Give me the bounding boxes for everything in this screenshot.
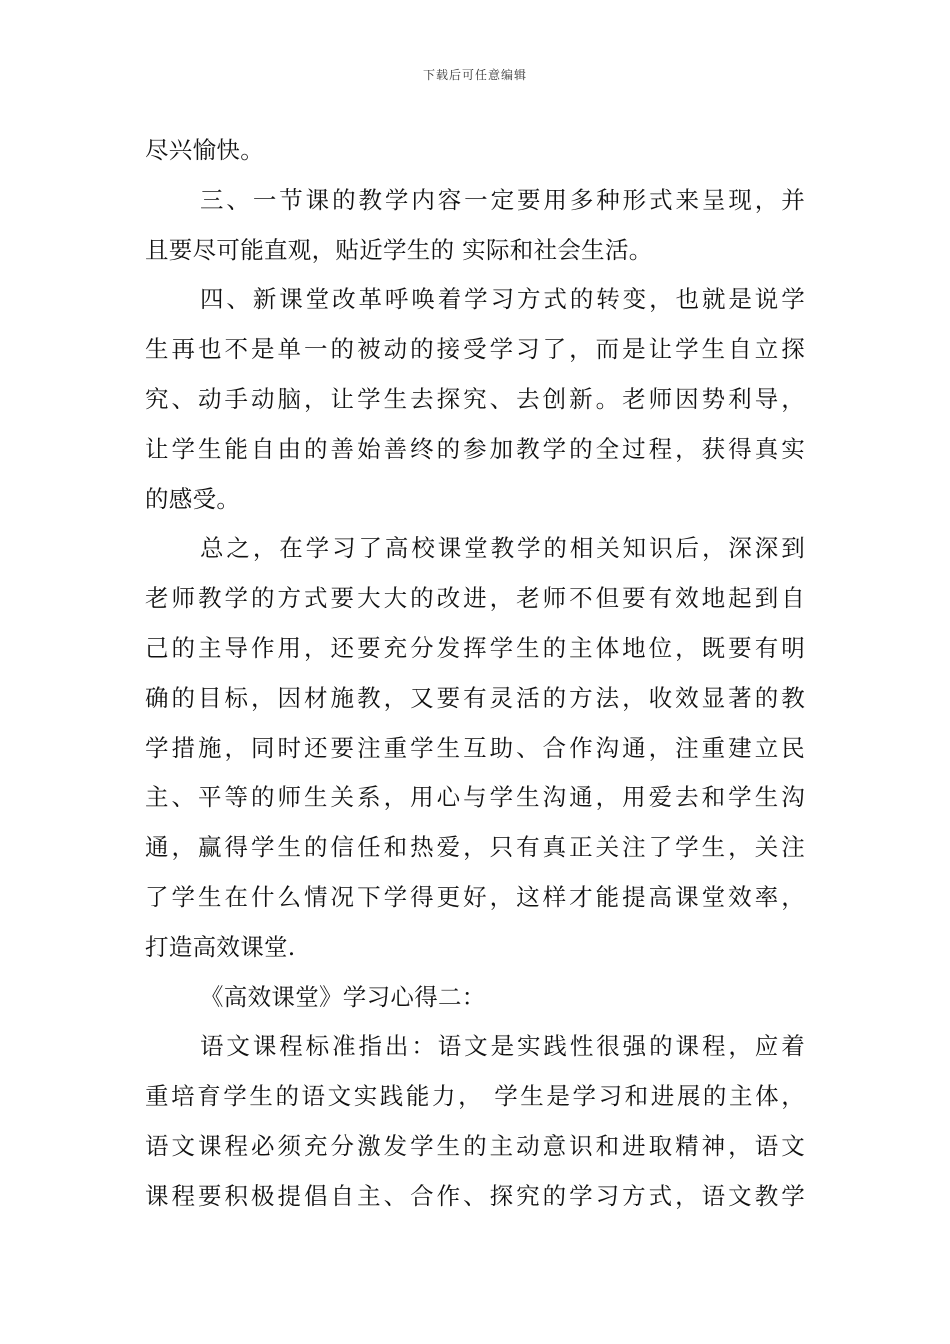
text-line: 尽兴愉快。: [145, 136, 264, 164]
text-line: 的感受。: [145, 484, 241, 513]
text-line: 主、平等的师生关系，用心与学生沟通，用爱去和学生沟: [145, 783, 805, 812]
text-line: 四、新课堂改革呼唤着学习方式的转变，也就是说学: [200, 285, 805, 314]
text-line: 确的目标，因材施教，又要有灵活的方法，收效显著的教: [145, 683, 805, 712]
text-line: 课程要积极提倡自主、合作、探究的学习方式，语文教学: [145, 1181, 805, 1210]
text-line: 重培育学生的语文实践能力， 学生是学习和进展的主体，: [145, 1082, 805, 1111]
text-line: 学措施，同时还要注重学生互助、合作沟通，注重建立民: [145, 733, 805, 762]
text-line: 了学生在什么情况下学得更好，这样才能提高课堂效率，: [145, 882, 805, 911]
text-line: 生再也不是单一的被动的接受学习了，而是让学生自立探: [145, 335, 805, 364]
text-line: 老师教学的方式要大大的改进，老师不但要有效地起到自: [145, 584, 805, 613]
text-line: 且要尽可能直观，贴近学生的 实际和社会生活。: [145, 235, 653, 264]
text-line: 让学生能自由的善始善终的参加教学的全过程，获得真实: [145, 434, 805, 463]
text-line: 语文课程标准指出：语文是实践性很强的课程，应着: [200, 1032, 805, 1061]
text-line: 三、一节课的教学内容一定要用多种形式来呈现，并: [200, 185, 805, 214]
text-line: 究、动手动脑，让学生去探究、去创新。老师因势利导，: [145, 384, 805, 413]
text-line: 《高效课堂》学习心得二：: [200, 982, 486, 1011]
text-line: 通，赢得学生的信任和热爱，只有真正关注了学生，关注: [145, 833, 805, 862]
text-line: 己的主导作用，还要充分发挥学生的主体地位，既要有明: [145, 633, 805, 662]
text-line: 语文课程必须充分激发学生的主动意识和进取精神，语文: [145, 1131, 805, 1160]
document-body: [145, 126, 805, 1222]
page-header: 下载后可任意编辑: [422, 68, 527, 82]
text-line: 打造高效课堂.: [145, 932, 296, 961]
text-line: 总之，在学习了高校课堂教学的相关知识后，深深到: [200, 534, 805, 563]
